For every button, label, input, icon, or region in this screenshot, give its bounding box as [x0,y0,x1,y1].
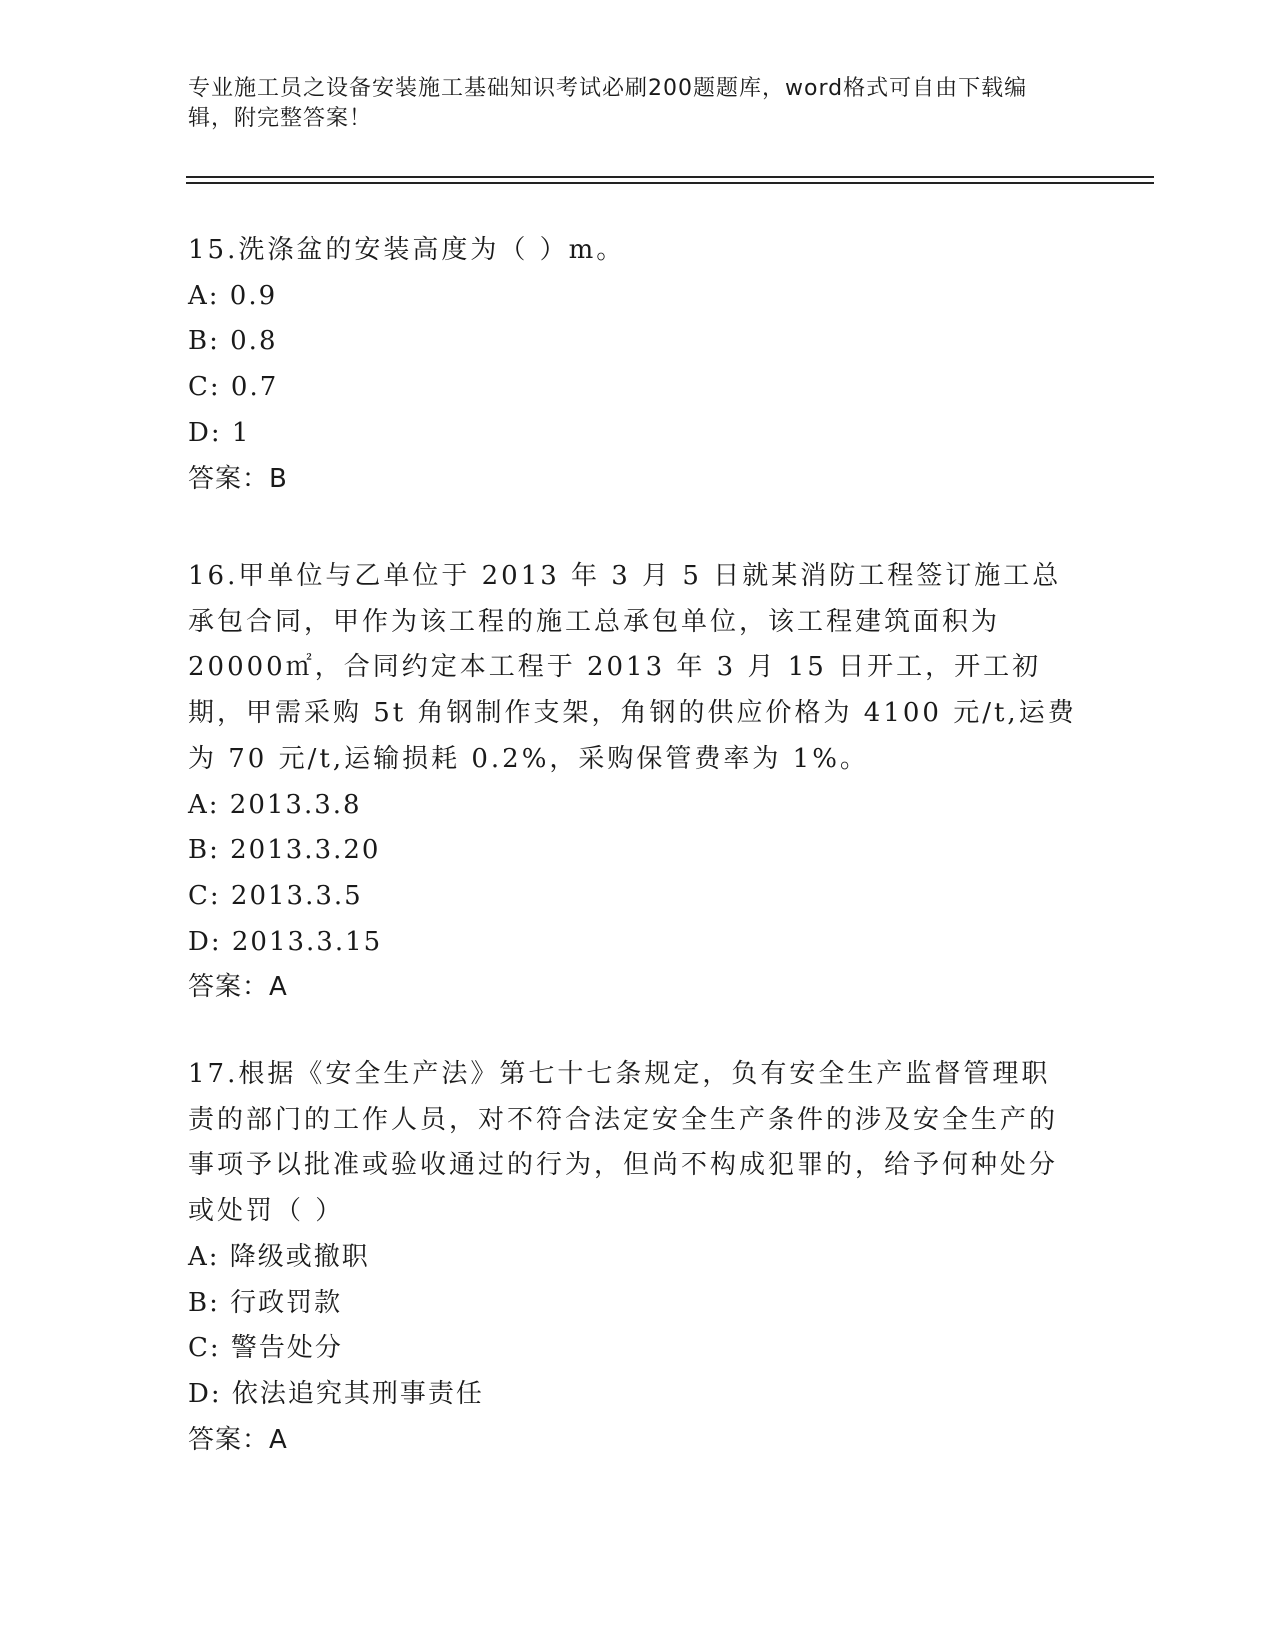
option-a: A: 降级或撤职 [188,1241,370,1272]
question-15 [188,228,1078,502]
question-stem: 16.甲单位与乙单位于 2013 年 3 月 5 日就某消防工程签订施工总承包合同，甲作为该工程的施工总承包单位，该工程建筑面积为 20000㎡，合同约定本工程于 2013 年 3 月 15 日开工，开工初期，甲需采购 5t 角钢制作支架，角钢的供应价格为 4100 元/t,运费为 70 元/t,运输损耗 0.2%，采购保管费率为 1%。 [188,561,1077,774]
option-a: A: 2013.3.8 [188,789,362,820]
option-c: C: 0.7 [188,372,279,403]
option-d: D: 1 [188,417,251,448]
question-16 [188,554,1078,1011]
option-d: D: 2013.3.15 [188,926,383,957]
document-header [188,74,1068,134]
answer: 答案：B [188,463,288,494]
option-b: B: 2013.3.20 [188,835,381,866]
header-divider-bottom [186,182,1154,184]
header-divider-top [186,176,1154,178]
option-c: C: 2013.3.5 [188,880,363,911]
option-d: D: 依法追究其刑事责任 [188,1378,484,1409]
option-c: C: 警告处分 [188,1333,343,1364]
answer: 答案：A [188,1424,288,1455]
option-b: B: 行政罚款 [188,1287,343,1318]
header-title: 专业施工员之设备安装施工基础知识考试必刷200题题库，word格式可自由下载编辑，附完整答案！ [188,76,1028,131]
option-a: A: 0.9 [188,280,278,311]
question-17 [188,1052,1078,1463]
question-stem: 15.洗涤盆的安装高度为（ ）m。 [188,235,626,265]
question-stem: 17.根据《安全生产法》第七十七条规定，负有安全生产监督管理职责的部门的工作人员，对不符合法定安全生产条件的涉及安全生产的事项予以批准或验收通过的行为，但尚不构成犯罪的，给予何种处分或处罚（ ） [188,1059,1059,1227]
answer: 答案：A [188,972,288,1003]
option-b: B: 0.8 [188,326,278,357]
